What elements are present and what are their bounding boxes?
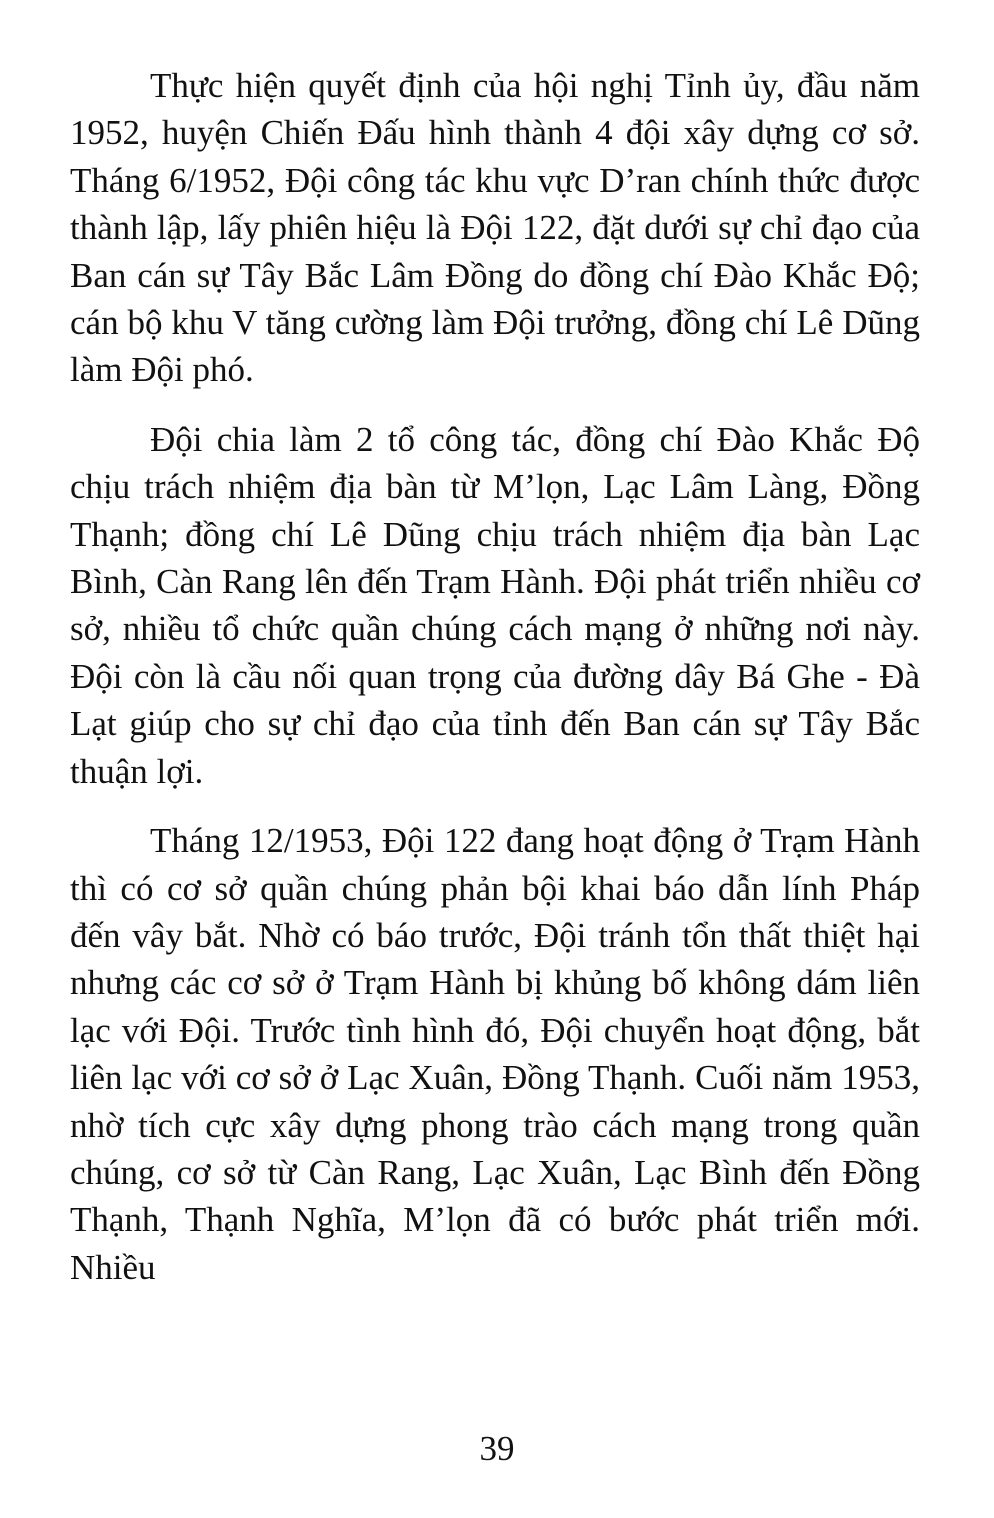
body-text — [70, 62, 920, 1313]
page-number: 39 — [479, 1429, 515, 1468]
paragraph-1: Thực hiện quyết định của hội nghị Tỉnh ủy, đầu năm 1952, huyện Chiến Đấu hình thành 4 đội xây dựng cơ sở. Tháng 6/1952, Đội công tác khu vực D’ran chính thức được thành lập, lấy phiên hiệu là Đội 122, đặt dưới sự chỉ đạo của Ban cán sự Tây Bắc Lâm Đồng do đồng chí Đào Khắc Độ; cán bộ khu V tăng cường làm Đội trưởng, đồng chí Lê Dũng làm Đội phó. — [70, 66, 920, 390]
paragraph-3: Tháng 12/1953, Đội 122 đang hoạt động ở Trạm Hành thì có cơ sở quần chúng phản bội khai báo dẫn lính Pháp đến vây bắt. Nhờ có báo trước, Đội tránh tổn thất thiệt hại nhưng các cơ sở ở Trạm Hành bị khủng bố không dám liên lạc với Đội. Trước tình hình đó, Đội chuyển hoạt động, bắt liên lạc với cơ sở ở Lạc Xuân, Đồng Thạnh. Cuối năm 1953, nhờ tích cực xây dựng phong trào cách mạng trong quần chúng, cơ sở từ Càn Rang, Lạc Xuân, Lạc Bình đến Đồng Thạnh, Thạnh Nghĩa, M’lọn đã có bước phát triển mới. Nhiều — [70, 821, 920, 1287]
paragraph-2: Đội chia làm 2 tổ công tác, đồng chí Đào Khắc Độ chịu trách nhiệm địa bàn từ M’lọn, Lạc Lâm Làng, Đồng Thạnh; đồng chí Lê Dũng chịu trách nhiệm địa bàn Lạc Bình, Càn Rang lên đến Trạm Hành. Đội phát triển nhiều cơ sở, nhiều tổ chức quần chúng cách mạng ở những nơi này. Đội còn là cầu nối quan trọng của đường dây Bá Ghe - Đà Lạt giúp cho sự chỉ đạo của tỉnh đến Ban cán sự Tây Bắc thuận lợi. — [70, 419, 920, 791]
